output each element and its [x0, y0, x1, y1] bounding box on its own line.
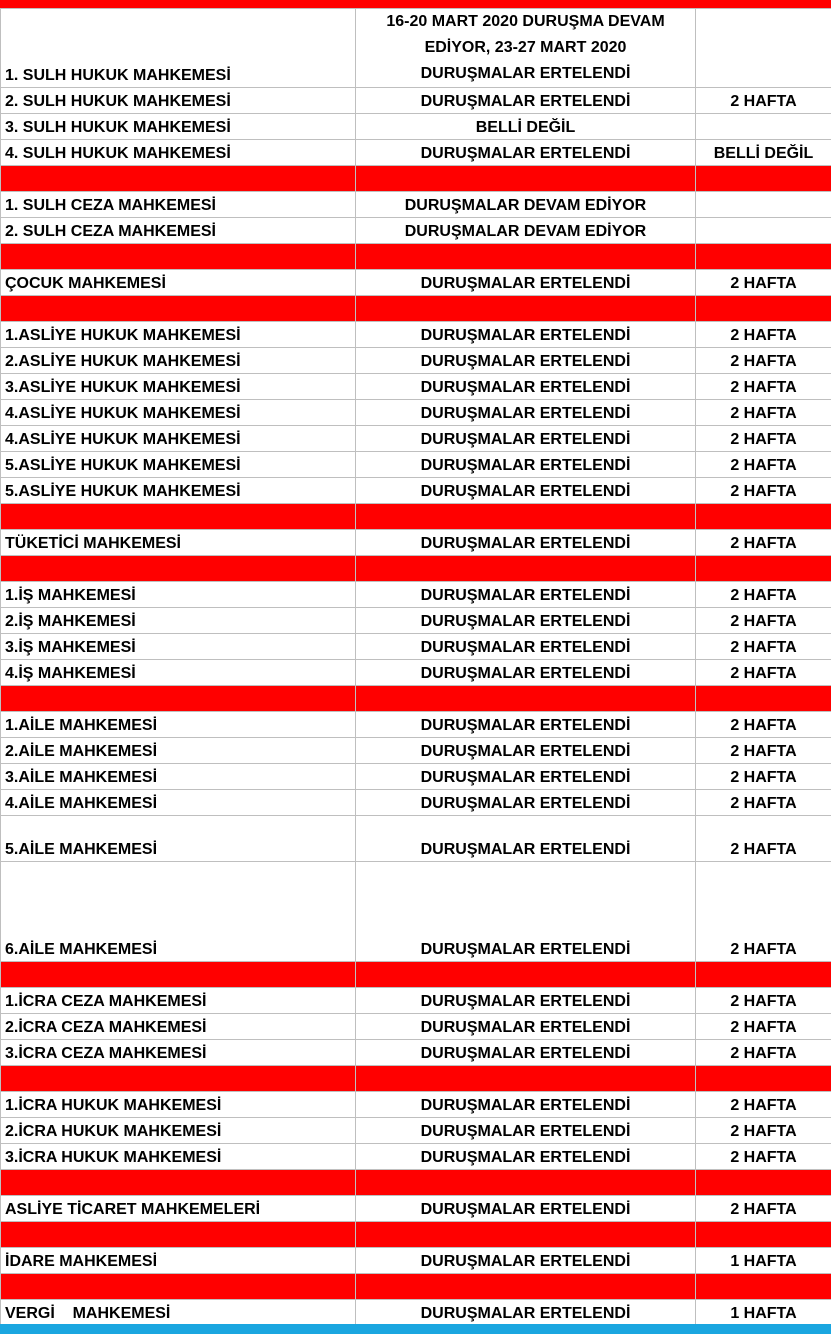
section-separator-row [1, 556, 831, 582]
court-name-cell: 5.AİLE MAHKEMESİ [1, 816, 356, 862]
postponement-duration-cell: BELLİ DEĞİL [696, 140, 831, 166]
postponement-duration-cell: 2 HAFTA [696, 862, 831, 962]
section-separator-row [1, 244, 831, 270]
hearing-status-cell: DURUŞMALAR ERTELENDİ [356, 1092, 696, 1118]
postponement-duration-cell: 2 HAFTA [696, 1014, 831, 1040]
court-name-cell: VERGİ MAHKEMESİ [1, 1300, 356, 1326]
separator-cell [356, 686, 696, 712]
court-name-cell: İDARE MAHKEMESİ [1, 1248, 356, 1274]
separator-cell [696, 244, 831, 270]
table-row [1, 530, 831, 556]
separator-cell [696, 504, 831, 530]
section-separator-row [1, 1222, 831, 1248]
table-row [1, 816, 831, 862]
table-row [1, 1040, 831, 1066]
postponement-duration-cell: 2 HAFTA [696, 790, 831, 816]
court-name-cell: 3.AİLE MAHKEMESİ [1, 764, 356, 790]
postponement-duration-cell [696, 114, 831, 140]
hearing-status-cell: DURUŞMALAR ERTELENDİ [356, 1118, 696, 1144]
table-row [1, 988, 831, 1014]
hearing-status-cell: DURUŞMALAR ERTELENDİ [356, 140, 696, 166]
postponement-duration-cell: 2 HAFTA [696, 1144, 831, 1170]
section-separator-row [1, 1274, 831, 1300]
table-row [1, 582, 831, 608]
hearing-status-cell: DURUŞMALAR ERTELENDİ [356, 1014, 696, 1040]
table-row [1, 738, 831, 764]
court-name-cell: 4.ASLİYE HUKUK MAHKEMESİ [1, 400, 356, 426]
hearing-status-cell: DURUŞMALAR DEVAM EDİYOR [356, 218, 696, 244]
postponement-duration-cell: 2 HAFTA [696, 348, 831, 374]
table-row [1, 1196, 831, 1222]
separator-cell [356, 962, 696, 988]
court-name-cell: 1.İCRA HUKUK MAHKEMESİ [1, 1092, 356, 1118]
hearing-status-cell: DURUŞMALAR ERTELENDİ [356, 88, 696, 114]
separator-cell [1, 296, 356, 322]
postponement-duration-cell: 1 HAFTA [696, 1248, 831, 1274]
hearing-status-cell: DURUŞMALAR ERTELENDİ [356, 790, 696, 816]
separator-cell [356, 1170, 696, 1196]
separator-cell [356, 166, 696, 192]
court-name-cell: 4.AİLE MAHKEMESİ [1, 790, 356, 816]
hearing-status-cell: DURUŞMALAR ERTELENDİ [356, 1040, 696, 1066]
section-separator-row [1, 962, 831, 988]
postponement-duration-cell [696, 9, 831, 88]
table-row [1, 712, 831, 738]
court-name-cell: 2. SULH HUKUK MAHKEMESİ [1, 88, 356, 114]
court-name-cell: 2. SULH CEZA MAHKEMESİ [1, 218, 356, 244]
court-name-cell: ÇOCUK MAHKEMESİ [1, 270, 356, 296]
postponement-duration-cell: 2 HAFTA [696, 816, 831, 862]
court-name-cell: 3.İCRA HUKUK MAHKEMESİ [1, 1144, 356, 1170]
hearing-status-cell: DURUŞMALAR ERTELENDİ [356, 400, 696, 426]
court-name-cell: 4.ASLİYE HUKUK MAHKEMESİ [1, 426, 356, 452]
separator-cell [696, 296, 831, 322]
table-row [1, 88, 831, 114]
bottom-blue-band [0, 1324, 831, 1334]
table-row [1, 862, 831, 962]
table-row [1, 426, 831, 452]
top-red-band [0, 0, 831, 8]
court-name-cell: 6.AİLE MAHKEMESİ [1, 862, 356, 962]
court-name-cell: 3.İŞ MAHKEMESİ [1, 634, 356, 660]
table-row [1, 9, 831, 88]
hearing-status-cell [356, 9, 696, 88]
separator-cell [1, 962, 356, 988]
table-row [1, 140, 831, 166]
postponement-duration-cell: 2 HAFTA [696, 738, 831, 764]
court-name-cell: 1. SULH HUKUK MAHKEMESİ [1, 9, 356, 88]
hearing-status-cell: DURUŞMALAR ERTELENDİ [356, 348, 696, 374]
hearing-status-cell: BELLİ DEĞİL [356, 114, 696, 140]
court-name-cell: 1.İŞ MAHKEMESİ [1, 582, 356, 608]
table-row [1, 400, 831, 426]
postponement-duration-cell: 2 HAFTA [696, 530, 831, 556]
hearing-status-cell: DURUŞMALAR ERTELENDİ [356, 374, 696, 400]
court-name-cell: ASLİYE TİCARET MAHKEMELERİ [1, 1196, 356, 1222]
hearing-status-cell: DURUŞMALAR ERTELENDİ [356, 478, 696, 504]
postponement-duration-cell: 2 HAFTA [696, 1040, 831, 1066]
postponement-duration-cell: 2 HAFTA [696, 1092, 831, 1118]
table-row [1, 348, 831, 374]
separator-cell [1, 166, 356, 192]
hearing-status-cell: DURUŞMALAR ERTELENDİ [356, 738, 696, 764]
section-separator-row [1, 686, 831, 712]
postponement-duration-cell: 2 HAFTA [696, 712, 831, 738]
section-separator-row [1, 166, 831, 192]
court-name-cell: 1.İCRA CEZA MAHKEMESİ [1, 988, 356, 1014]
postponement-duration-cell: 2 HAFTA [696, 270, 831, 296]
postponement-duration-cell: 2 HAFTA [696, 634, 831, 660]
separator-cell [1, 1170, 356, 1196]
court-name-cell: 2.İCRA HUKUK MAHKEMESİ [1, 1118, 356, 1144]
section-separator-row [1, 1066, 831, 1092]
court-name-cell: 1.AİLE MAHKEMESİ [1, 712, 356, 738]
court-name-cell: 3. SULH HUKUK MAHKEMESİ [1, 114, 356, 140]
postponement-duration-cell: 2 HAFTA [696, 660, 831, 686]
postponement-duration-cell: 2 HAFTA [696, 478, 831, 504]
hearing-status-cell: DURUŞMALAR ERTELENDİ [356, 862, 696, 962]
hearing-status-cell: DURUŞMALAR ERTELENDİ [356, 452, 696, 478]
table-row [1, 270, 831, 296]
separator-cell [696, 556, 831, 582]
postponement-duration-cell: 2 HAFTA [696, 764, 831, 790]
court-status-table [0, 8, 831, 1326]
separator-cell [696, 1274, 831, 1300]
separator-cell [1, 244, 356, 270]
separator-cell [1, 556, 356, 582]
separator-cell [696, 1222, 831, 1248]
court-name-cell: 4.İŞ MAHKEMESİ [1, 660, 356, 686]
section-separator-row [1, 1170, 831, 1196]
court-name-cell: 2.İŞ MAHKEMESİ [1, 608, 356, 634]
court-name-cell: 1.ASLİYE HUKUK MAHKEMESİ [1, 322, 356, 348]
table-row [1, 1014, 831, 1040]
hearing-status-cell: DURUŞMALAR ERTELENDİ [356, 816, 696, 862]
postponement-duration-cell: 2 HAFTA [696, 400, 831, 426]
separator-cell [1, 1274, 356, 1300]
separator-cell [1, 686, 356, 712]
separator-cell [356, 296, 696, 322]
postponement-duration-cell: 2 HAFTA [696, 452, 831, 478]
hearing-status-cell: DURUŞMALAR ERTELENDİ [356, 582, 696, 608]
postponement-duration-cell: 2 HAFTA [696, 1118, 831, 1144]
court-name-cell: 4. SULH HUKUK MAHKEMESİ [1, 140, 356, 166]
postponement-duration-cell: 2 HAFTA [696, 322, 831, 348]
court-name-cell: 5.ASLİYE HUKUK MAHKEMESİ [1, 478, 356, 504]
separator-cell [696, 686, 831, 712]
separator-cell [1, 1066, 356, 1092]
hearing-status-cell: DURUŞMALAR ERTELENDİ [356, 608, 696, 634]
hearing-status-cell: DURUŞMALAR ERTELENDİ [356, 764, 696, 790]
postponement-duration-cell: 2 HAFTA [696, 608, 831, 634]
hearing-status-cell: DURUŞMALAR ERTELENDİ [356, 988, 696, 1014]
court-name-cell: 5.ASLİYE HUKUK MAHKEMESİ [1, 452, 356, 478]
table-row [1, 790, 831, 816]
court-name-cell: 2.AİLE MAHKEMESİ [1, 738, 356, 764]
court-name-cell: TÜKETİCİ MAHKEMESİ [1, 530, 356, 556]
hearing-status-cell: DURUŞMALAR ERTELENDİ [356, 1300, 696, 1326]
separator-cell [1, 1222, 356, 1248]
table-row [1, 192, 831, 218]
table-row [1, 1144, 831, 1170]
table-row [1, 1300, 831, 1326]
status-text: DURUŞMALAR ERTELENDİ [420, 65, 631, 82]
table-row [1, 660, 831, 686]
court-name-cell: 2.İCRA CEZA MAHKEMESİ [1, 1014, 356, 1040]
postponement-duration-cell: 2 HAFTA [696, 988, 831, 1014]
table-row [1, 1092, 831, 1118]
hearing-status-cell: DURUŞMALAR ERTELENDİ [356, 530, 696, 556]
separator-cell [356, 1222, 696, 1248]
postponement-duration-cell: 2 HAFTA [696, 88, 831, 114]
hearing-status-cell: DURUŞMALAR ERTELENDİ [356, 634, 696, 660]
separator-cell [696, 1066, 831, 1092]
hearing-status-cell: DURUŞMALAR ERTELENDİ [356, 426, 696, 452]
table-row [1, 218, 831, 244]
hearing-status-cell: DURUŞMALAR ERTELENDİ [356, 660, 696, 686]
separator-cell [696, 166, 831, 192]
table-row [1, 634, 831, 660]
table-row [1, 478, 831, 504]
postponement-duration-cell: 2 HAFTA [696, 426, 831, 452]
separator-cell [1, 504, 356, 530]
table-row [1, 374, 831, 400]
table-row [1, 1248, 831, 1274]
postponement-duration-cell: 2 HAFTA [696, 1196, 831, 1222]
postponement-duration-cell: 2 HAFTA [696, 582, 831, 608]
status-column-title: 16-20 MART 2020 DURUŞMA DEVAM EDİYOR, 23-27 MART 2020 [386, 13, 665, 56]
separator-cell [696, 1170, 831, 1196]
separator-cell [696, 962, 831, 988]
postponement-duration-cell: 2 HAFTA [696, 374, 831, 400]
hearing-status-cell: DURUŞMALAR ERTELENDİ [356, 712, 696, 738]
postponement-duration-cell [696, 218, 831, 244]
hearing-status-cell: DURUŞMALAR ERTELENDİ [356, 270, 696, 296]
section-separator-row [1, 296, 831, 322]
separator-cell [356, 1066, 696, 1092]
court-name-cell: 1. SULH CEZA MAHKEMESİ [1, 192, 356, 218]
hearing-status-cell: DURUŞMALAR ERTELENDİ [356, 1196, 696, 1222]
court-name-cell: 2.ASLİYE HUKUK MAHKEMESİ [1, 348, 356, 374]
court-name-cell: 3.İCRA CEZA MAHKEMESİ [1, 1040, 356, 1066]
table-row [1, 764, 831, 790]
postponement-duration-cell [696, 192, 831, 218]
table-row [1, 114, 831, 140]
hearing-status-cell: DURUŞMALAR DEVAM EDİYOR [356, 192, 696, 218]
separator-cell [356, 504, 696, 530]
table-row [1, 322, 831, 348]
hearing-status-cell: DURUŞMALAR ERTELENDİ [356, 1248, 696, 1274]
section-separator-row [1, 504, 831, 530]
court-name-cell: 3.ASLİYE HUKUK MAHKEMESİ [1, 374, 356, 400]
hearing-status-cell: DURUŞMALAR ERTELENDİ [356, 1144, 696, 1170]
table-row [1, 1118, 831, 1144]
hearing-status-cell: DURUŞMALAR ERTELENDİ [356, 322, 696, 348]
table-row [1, 608, 831, 634]
separator-cell [356, 1274, 696, 1300]
separator-cell [356, 556, 696, 582]
table-row [1, 452, 831, 478]
postponement-duration-cell: 1 HAFTA [696, 1300, 831, 1326]
separator-cell [356, 244, 696, 270]
